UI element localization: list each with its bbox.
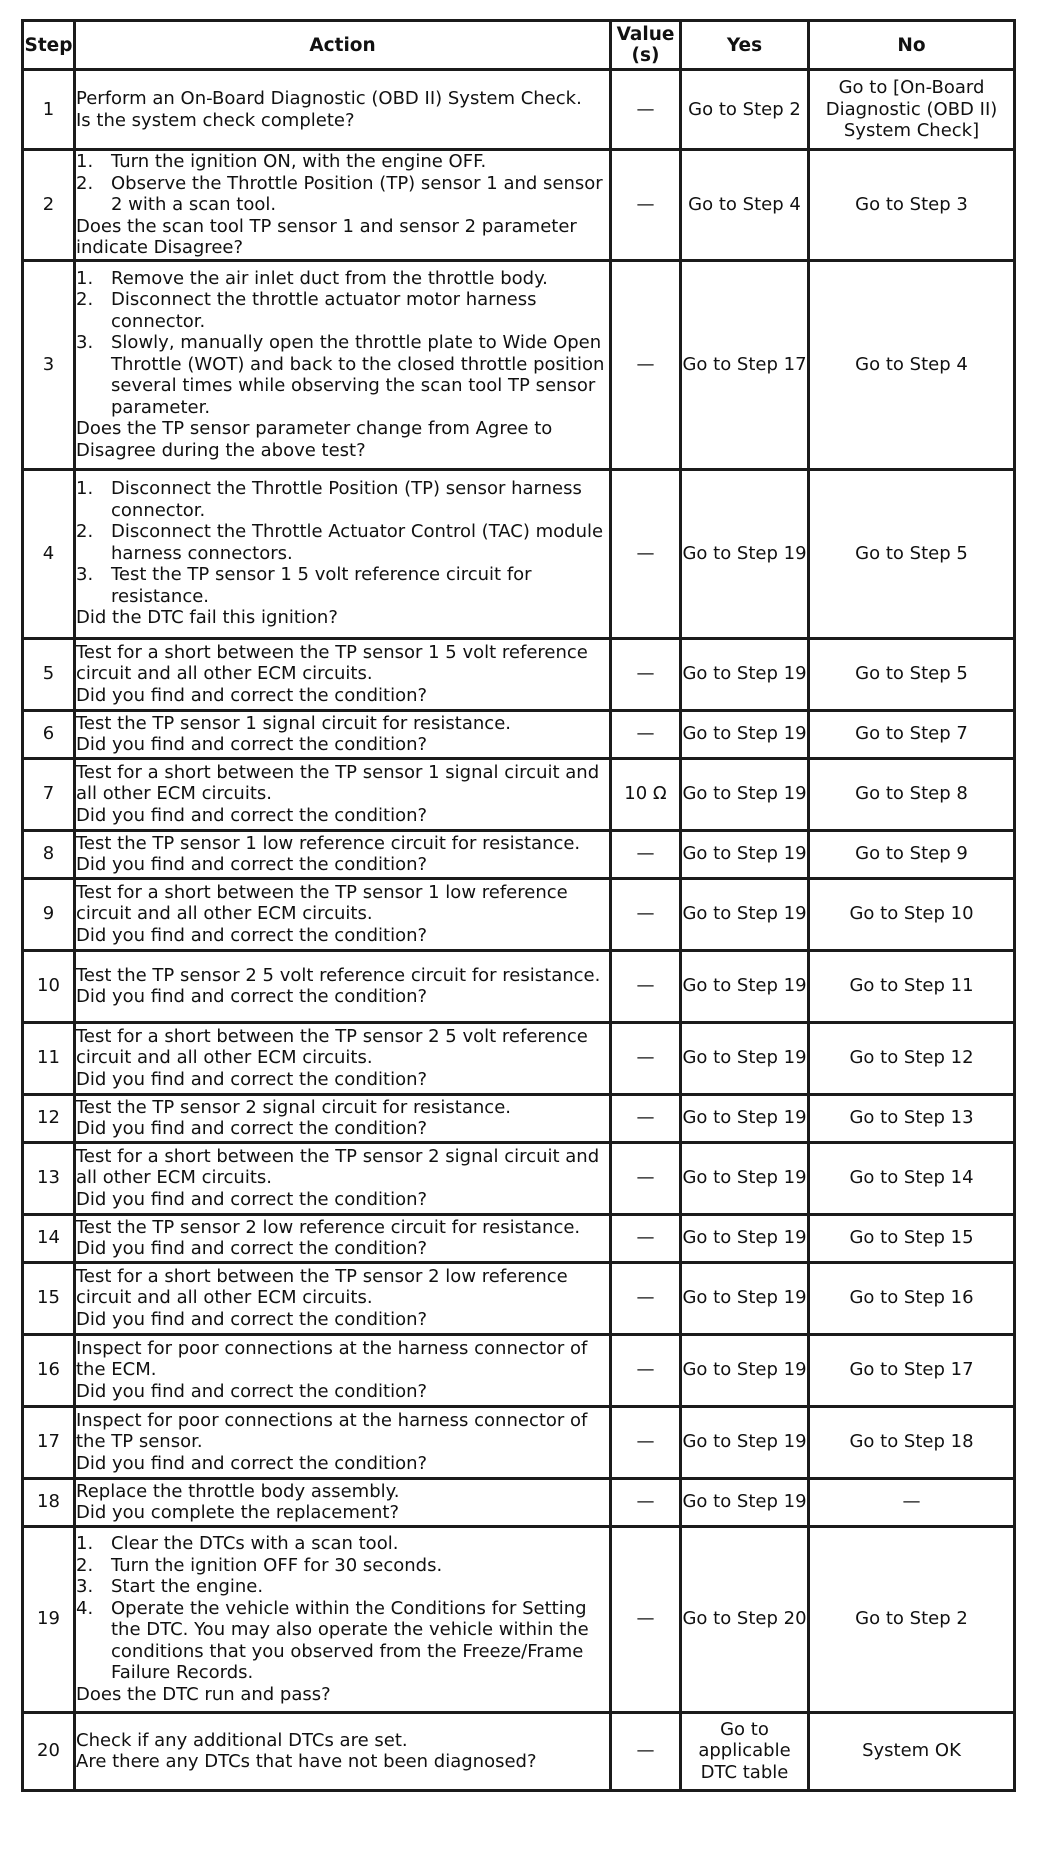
no-cell: Go to Step 16: [809, 1262, 1015, 1334]
action-line: Did you find and correct the condition?: [76, 1380, 428, 1402]
step-number: 12: [23, 1094, 75, 1142]
table-row: [23, 1094, 1015, 1142]
action-line: Did you find and correct the condition?: [76, 986, 428, 1007]
yes-cell: Go to Step 19: [681, 1094, 809, 1142]
table-row: [23, 1262, 1015, 1334]
action-list-item: [76, 173, 609, 216]
step-number: 20: [23, 1712, 75, 1790]
list-item-number: 4.: [76, 1597, 94, 1619]
action-cell: [75, 469, 611, 638]
list-item-number: 2.: [76, 521, 94, 543]
table-row: [23, 1334, 1015, 1406]
action-line: Did you find and correct the condition?: [76, 1452, 428, 1474]
no-cell: Go to Step 5: [809, 469, 1015, 638]
yes-cell: Go to Step 19: [681, 1478, 809, 1526]
step-number: 13: [23, 1142, 75, 1214]
action-line: Did you find and correct the condition?: [76, 1068, 428, 1090]
list-item-number: 3.: [76, 564, 94, 586]
no-cell: Go to [On-Board Diagnostic (OBD II) System Check]: [809, 70, 1015, 150]
action-list-item: [76, 151, 609, 173]
action-line: Test the TP sensor 2 5 volt reference circuit for resistance.: [76, 964, 601, 986]
step-number: 2: [23, 150, 75, 261]
action-list-item: [76, 564, 609, 607]
yes-cell: Go to Step 19: [681, 1406, 809, 1478]
header-row: [23, 21, 1015, 70]
action-line: Perform an On-Board Diagnostic (OBD II) System Check.: [76, 88, 582, 109]
step-number: 1: [23, 70, 75, 150]
table-row: [23, 950, 1015, 1022]
action-line: Test the TP sensor 2 signal circuit for resistance.: [76, 1096, 511, 1118]
table-row: [23, 1712, 1015, 1790]
list-item-number: 3.: [76, 332, 94, 354]
action-list-item: [76, 1533, 609, 1555]
header-action: Action: [75, 21, 611, 70]
value-cell: —: [611, 878, 681, 950]
no-cell: —: [809, 1478, 1015, 1526]
no-cell: Go to Step 10: [809, 878, 1015, 950]
list-item-text: Turn the ignition ON, with the engine OFF.: [111, 151, 487, 172]
value-cell: —: [611, 1022, 681, 1094]
step-number: 15: [23, 1262, 75, 1334]
action-cell: [75, 830, 611, 878]
step-number: 11: [23, 1022, 75, 1094]
no-cell: Go to Step 4: [809, 260, 1015, 469]
action-line: Test the TP sensor 1 low reference circuit for resistance.: [76, 832, 581, 854]
action-line: Did the DTC fail this ignition?: [76, 607, 338, 629]
value-cell: —: [611, 260, 681, 469]
action-line: Did you find and correct the condition?: [76, 734, 428, 755]
yes-cell: Go to Step 19: [681, 950, 809, 1022]
no-cell: System OK: [809, 1712, 1015, 1790]
step-number: 9: [23, 878, 75, 950]
action-cell: [75, 1334, 611, 1406]
value-cell: —: [611, 1406, 681, 1478]
step-number: 6: [23, 710, 75, 758]
yes-cell: Go to Step 19: [681, 469, 809, 638]
table-row: [23, 1214, 1015, 1262]
yes-cell: Go to Step 19: [681, 1142, 809, 1214]
list-item-number: 1.: [76, 267, 94, 289]
value-cell: —: [611, 1526, 681, 1712]
action-cell: [75, 150, 611, 261]
action-line: Test for a short between the TP sensor 2 5 volt reference circuit and all other ECM circuits.: [76, 1025, 588, 1069]
table-row: [23, 758, 1015, 830]
action-cell: [75, 638, 611, 710]
action-line: Check if any additional DTCs are set.: [76, 1729, 408, 1751]
action-cell: [75, 878, 611, 950]
list-item-text: Start the engine.: [111, 1576, 264, 1597]
action-line: Did you find and correct the condition?: [76, 684, 428, 706]
action-list-item: [76, 289, 609, 332]
yes-cell: Go to Step 19: [681, 1022, 809, 1094]
list-item-number: 2.: [76, 289, 94, 311]
yes-cell: Go to Step 19: [681, 830, 809, 878]
header-value: Value (s): [611, 21, 681, 70]
yes-cell: Go to Step 19: [681, 1334, 809, 1406]
header-no: No: [809, 21, 1015, 70]
action-cell: [75, 1022, 611, 1094]
table-row: [23, 1022, 1015, 1094]
yes-cell: Go to Step 19: [681, 710, 809, 758]
action-cell: [75, 1142, 611, 1214]
table-row: [23, 1406, 1015, 1478]
table-body: [23, 70, 1015, 1791]
step-number: 10: [23, 950, 75, 1022]
action-line: Is the system check complete?: [76, 109, 355, 131]
action-line: Test the TP sensor 1 signal circuit for resistance.: [76, 712, 511, 734]
action-line: Did you find and correct the condition?: [76, 1188, 428, 1210]
value-cell: —: [611, 638, 681, 710]
table-row: [23, 70, 1015, 150]
list-item-text: Remove the air inlet duct from the throttle body.: [111, 267, 548, 289]
value-cell: —: [611, 1142, 681, 1214]
action-cell: [75, 758, 611, 830]
action-line: Inspect for poor connections at the harness connector of the TP sensor.: [76, 1409, 588, 1453]
list-item-text: Disconnect the Throttle Actuator Control (TAC) module harness connectors.: [111, 521, 604, 564]
action-cell: [75, 1406, 611, 1478]
step-number: 16: [23, 1334, 75, 1406]
step-number: 3: [23, 260, 75, 469]
action-cell: [75, 1526, 611, 1712]
list-item-text: Disconnect the Throttle Position (TP) sensor harness connector.: [111, 478, 582, 521]
list-item-number: 1.: [76, 151, 94, 172]
table-row: [23, 710, 1015, 758]
action-cell: [75, 260, 611, 469]
no-cell: Go to Step 9: [809, 830, 1015, 878]
value-cell: —: [611, 950, 681, 1022]
list-item-number: 2.: [76, 1554, 94, 1576]
action-line: Did you find and correct the condition?: [76, 1308, 428, 1330]
table-row: [23, 638, 1015, 710]
no-cell: Go to Step 2: [809, 1526, 1015, 1712]
action-line: Replace the throttle body assembly.: [76, 1480, 400, 1502]
no-cell: Go to Step 18: [809, 1406, 1015, 1478]
table-row: [23, 1142, 1015, 1214]
list-item-text: Slowly, manually open the throttle plate to Wide Open Throttle (WOT) and back to the closed throttle position several times while observing the scan tool TP sensor parameter.: [111, 332, 605, 418]
yes-cell: Go to Step 2: [681, 70, 809, 150]
list-item-text: Operate the vehicle within the Conditions for Setting the DTC. You may also operate the vehicle within the conditions that you observed from the Freeze/Frame Failure Records.: [111, 1597, 589, 1683]
no-cell: Go to Step 12: [809, 1022, 1015, 1094]
value-cell: —: [611, 1478, 681, 1526]
yes-cell: Go to applicable DTC table: [681, 1712, 809, 1790]
action-list-item: [76, 1576, 609, 1598]
yes-cell: Go to Step 19: [681, 1262, 809, 1334]
action-line: Did you find and correct the condition?: [76, 804, 428, 826]
value-cell: —: [611, 1712, 681, 1790]
action-line: Inspect for poor connections at the harness connector of the ECM.: [76, 1337, 588, 1381]
yes-cell: Go to Step 17: [681, 260, 809, 469]
value-cell: —: [611, 150, 681, 261]
action-cell: [75, 1478, 611, 1526]
list-item-number: 1.: [76, 478, 94, 500]
action-line: Test for a short between the TP sensor 2 low reference circuit and all other ECM circuits.: [76, 1265, 568, 1309]
list-item-text: Turn the ignition OFF for 30 seconds.: [111, 1554, 443, 1576]
yes-cell: Go to Step 19: [681, 878, 809, 950]
list-item-text: Observe the Throttle Position (TP) sensor 1 and sensor 2 with a scan tool.: [111, 172, 603, 215]
no-cell: Go to Step 15: [809, 1214, 1015, 1262]
no-cell: Go to Step 13: [809, 1094, 1015, 1142]
action-line: Did you find and correct the condition?: [76, 1118, 428, 1139]
action-line: Does the DTC run and pass?: [76, 1683, 331, 1705]
action-line: Test for a short between the TP sensor 1 signal circuit and all other ECM circuits.: [76, 761, 600, 805]
value-cell: —: [611, 1334, 681, 1406]
action-line: Test for a short between the TP sensor 2 signal circuit and all other ECM circuits.: [76, 1145, 600, 1189]
action-line: Did you find and correct the condition?: [76, 1238, 428, 1259]
table-row: [23, 830, 1015, 878]
list-item-number: 1.: [76, 1533, 94, 1554]
step-number: 4: [23, 469, 75, 638]
table-row: [23, 150, 1015, 261]
action-list-item: [76, 1555, 609, 1577]
action-list-item: [76, 332, 609, 418]
value-cell: —: [611, 1214, 681, 1262]
value-cell: —: [611, 710, 681, 758]
action-cell: [75, 1094, 611, 1142]
no-cell: Go to Step 5: [809, 638, 1015, 710]
step-number: 8: [23, 830, 75, 878]
action-cell: [75, 1214, 611, 1262]
action-list-item: [76, 1598, 609, 1684]
action-cell: [75, 70, 611, 150]
no-cell: Go to Step 11: [809, 950, 1015, 1022]
value-cell: —: [611, 70, 681, 150]
table-row: [23, 1478, 1015, 1526]
table-row: [23, 1526, 1015, 1712]
action-cell: [75, 710, 611, 758]
step-number: 18: [23, 1478, 75, 1526]
yes-cell: Go to Step 19: [681, 758, 809, 830]
table-row: [23, 260, 1015, 469]
action-cell: [75, 1712, 611, 1790]
step-number: 7: [23, 758, 75, 830]
no-cell: Go to Step 3: [809, 150, 1015, 261]
value-cell: —: [611, 469, 681, 638]
action-cell: [75, 1262, 611, 1334]
no-cell: Go to Step 17: [809, 1334, 1015, 1406]
no-cell: Go to Step 7: [809, 710, 1015, 758]
list-item-text: Clear the DTCs with a scan tool.: [111, 1533, 399, 1554]
action-line: Test for a short between the TP sensor 1 5 volt reference circuit and all other ECM circuits.: [76, 641, 588, 685]
value-cell: 10 Ω: [611, 758, 681, 830]
action-line: Are there any DTCs that have not been diagnosed?: [76, 1751, 537, 1772]
yes-cell: Go to Step 4: [681, 150, 809, 261]
yes-cell: Go to Step 19: [681, 1214, 809, 1262]
list-item-number: 3.: [76, 1576, 94, 1597]
diagnostic-table: [21, 19, 1016, 1792]
step-number: 17: [23, 1406, 75, 1478]
list-item-text: Test the TP sensor 1 5 volt reference circuit for resistance.: [111, 564, 532, 607]
list-item-text: Disconnect the throttle actuator motor harness connector.: [111, 289, 537, 332]
action-line: Test the TP sensor 2 low reference circuit for resistance.: [76, 1216, 581, 1238]
table-row: [23, 878, 1015, 950]
step-number: 14: [23, 1214, 75, 1262]
action-line: Did you complete the replacement?: [76, 1502, 399, 1523]
value-cell: —: [611, 1094, 681, 1142]
action-list-item: [76, 521, 609, 564]
list-item-number: 2.: [76, 172, 94, 194]
step-number: 5: [23, 638, 75, 710]
action-line: Did you find and correct the condition?: [76, 924, 428, 946]
action-cell: [75, 950, 611, 1022]
step-number: 19: [23, 1526, 75, 1712]
action-line: Does the TP sensor parameter change from Agree to Disagree during the above test?: [76, 418, 553, 461]
value-cell: —: [611, 1262, 681, 1334]
action-list-item: [76, 478, 609, 521]
table-row: [23, 469, 1015, 638]
header-yes: Yes: [681, 21, 809, 70]
action-list-item: [76, 268, 609, 290]
header-step: Step: [23, 21, 75, 70]
yes-cell: Go to Step 20: [681, 1526, 809, 1712]
no-cell: Go to Step 8: [809, 758, 1015, 830]
action-line: Does the scan tool TP sensor 1 and sensor 2 parameter indicate Disagree?: [76, 215, 577, 258]
value-cell: —: [611, 830, 681, 878]
yes-cell: Go to Step 19: [681, 638, 809, 710]
action-line: Test for a short between the TP sensor 1 low reference circuit and all other ECM circuits.: [76, 881, 568, 925]
action-line: Did you find and correct the condition?: [76, 854, 428, 875]
no-cell: Go to Step 14: [809, 1142, 1015, 1214]
